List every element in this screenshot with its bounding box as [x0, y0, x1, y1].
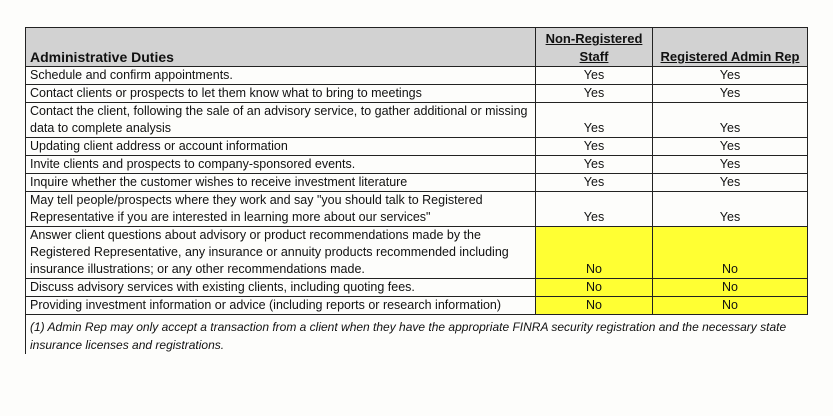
- footnote-row: [26, 315, 808, 355]
- duties-table: [25, 27, 808, 354]
- registered-value: No: [653, 297, 808, 315]
- table-row: [26, 138, 808, 156]
- registered-value: Yes: [653, 192, 808, 227]
- non-registered-value: No: [536, 297, 653, 315]
- registered-value: Yes: [653, 138, 808, 156]
- non-registered-value: Yes: [536, 138, 653, 156]
- table-row: [26, 192, 808, 227]
- registered-value: Yes: [653, 174, 808, 192]
- table-row: [26, 85, 808, 103]
- registered-value: Yes: [653, 85, 808, 103]
- table-header-row: [26, 28, 808, 67]
- non-registered-value: Yes: [536, 174, 653, 192]
- non-registered-value: No: [536, 227, 653, 279]
- table-title: Administrative Duties: [26, 28, 536, 67]
- non-registered-value: Yes: [536, 156, 653, 174]
- table-row: [26, 156, 808, 174]
- table-row: [26, 67, 808, 85]
- registered-value: No: [653, 279, 808, 297]
- non-registered-value: No: [536, 279, 653, 297]
- non-registered-value: Yes: [536, 67, 653, 85]
- duty-description: Providing investment information or advice (including reports or research information): [26, 297, 536, 315]
- duty-description: Contact the client, following the sale of an advisory service, to gather additional or missing data to complete analysis: [26, 103, 536, 138]
- registered-value: Yes: [653, 67, 808, 85]
- column-header-non-registered: [536, 28, 653, 67]
- duty-description: Inquire whether the customer wishes to receive investment literature: [26, 174, 536, 192]
- table-row: [26, 297, 808, 315]
- duty-description: Discuss advisory services with existing clients, including quoting fees.: [26, 279, 536, 297]
- column-header-non-registered-line2: Staff: [579, 49, 609, 64]
- table-row: [26, 174, 808, 192]
- non-registered-value: Yes: [536, 192, 653, 227]
- registered-value: No: [653, 227, 808, 279]
- non-registered-value: Yes: [536, 103, 653, 138]
- duty-description: Contact clients or prospects to let them know what to bring to meetings: [26, 85, 536, 103]
- footnote: (1) Admin Rep may only accept a transaction from a client when they have the appropriate FINRA security registration and the necessary state insurance licenses and registrations.: [26, 315, 808, 355]
- non-registered-value: Yes: [536, 85, 653, 103]
- duty-description: Schedule and confirm appointments.: [26, 67, 536, 85]
- duty-description: Invite clients and prospects to company-sponsored events.: [26, 156, 536, 174]
- column-header-registered: Registered Admin Rep: [653, 28, 808, 67]
- duty-description: Answer client questions about advisory or product recommendations made by the Registered Representative, any insurance or annuity products recommended including insurance illustrations; or any other recommendations made.: [26, 227, 536, 279]
- duty-rows: [26, 67, 808, 315]
- registered-value: Yes: [653, 156, 808, 174]
- table-row: [26, 279, 808, 297]
- table-row: [26, 103, 808, 138]
- table-row: [26, 227, 808, 279]
- duty-description: Updating client address or account information: [26, 138, 536, 156]
- registered-value: Yes: [653, 103, 808, 138]
- duty-description: May tell people/prospects where they work and say "you should talk to Registered Representative if you are interested in learning more about our services": [26, 192, 536, 227]
- duties-sheet: [25, 27, 807, 354]
- column-header-non-registered-line1: Non-Registered: [545, 31, 643, 46]
